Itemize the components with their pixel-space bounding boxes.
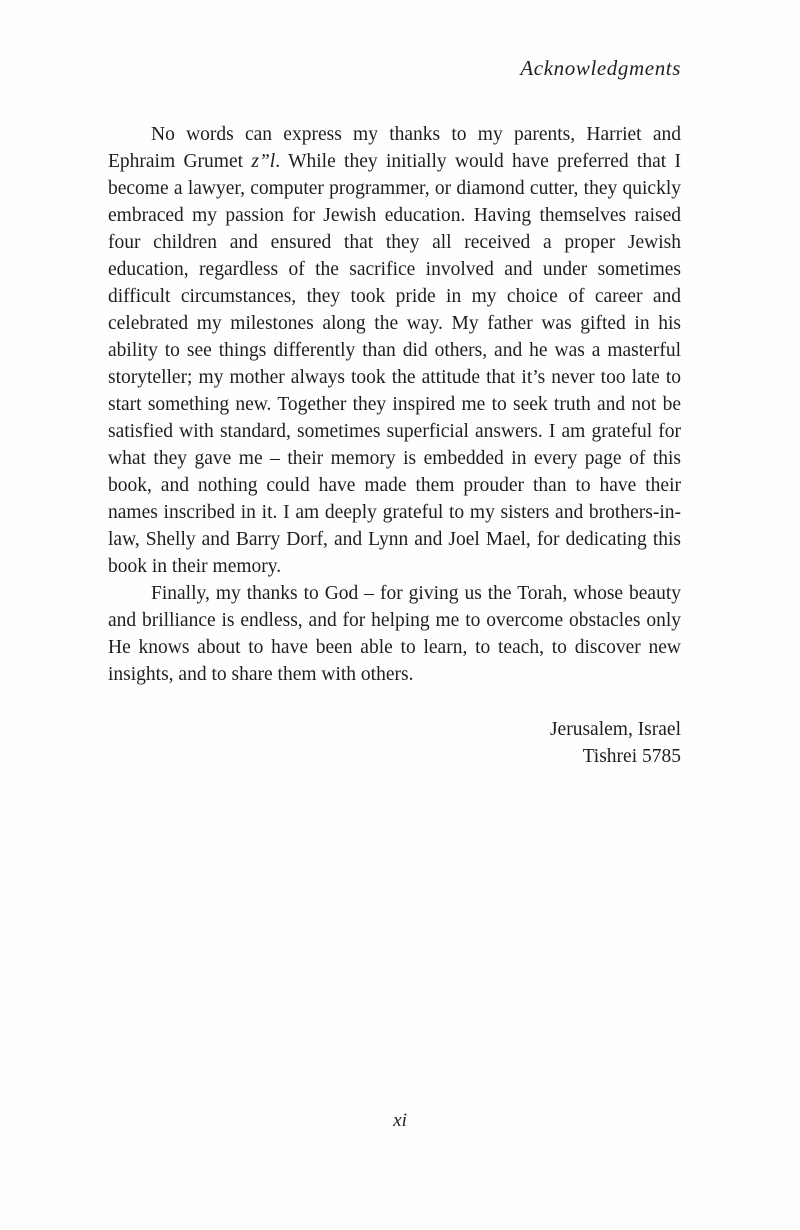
signoff-block [108, 716, 681, 770]
paragraph-acknowledgment-parents [108, 121, 681, 580]
signoff-location: Jerusalem, Israel [549, 719, 681, 740]
signoff-date: Tishrei 5785 [582, 746, 681, 767]
hebrew-abbreviation-zl: z”l [251, 151, 276, 172]
paragraph-thanks-to-god: Finally, my thanks to God – for giving us the Torah, whose beauty and brilliance is endless, and for helping me to overcome obstacles only He knows about to have been able to learn, to teach, to discover new insights, and to share them with others. [108, 583, 681, 685]
page-number: xi [393, 1110, 407, 1131]
paragraph-1-text: No words can express my thanks to my parents, Harriet and Ephraim Grumet [108, 124, 681, 172]
body-text [108, 121, 681, 770]
paragraph-1-text-continued: . While they initially would have preferred that I become a lawyer, computer programmer, or diamond cutter, they quickly embraced my passion for Jewish education. Having themselves raised four children and ensured that they all received a proper Jewish education, regardless of the sacrifice involved and under sometimes difficult circumstances, they took pride in my choice of career and celebrated my milestones along the way. My father was gifted in his ability to see things differently than did others, and he was a masterful storyteller; my mother always took the attitude that it’s never too late to start something new. Together they inspired me to seek truth and not be satisfied with standard, sometimes superficial answers. I am grateful for what they gave me – their memory is embedded in every page of this book, and nothing could have made them prouder than to have their names inscribed in it. I am deeply grateful to my sisters and brothers-in-law, Shelly and Barry Dorf, and Lynn and Joel Mael, for dedicating this book in their memory. [108, 151, 681, 577]
running-head-title: Acknowledgments [520, 56, 681, 80]
